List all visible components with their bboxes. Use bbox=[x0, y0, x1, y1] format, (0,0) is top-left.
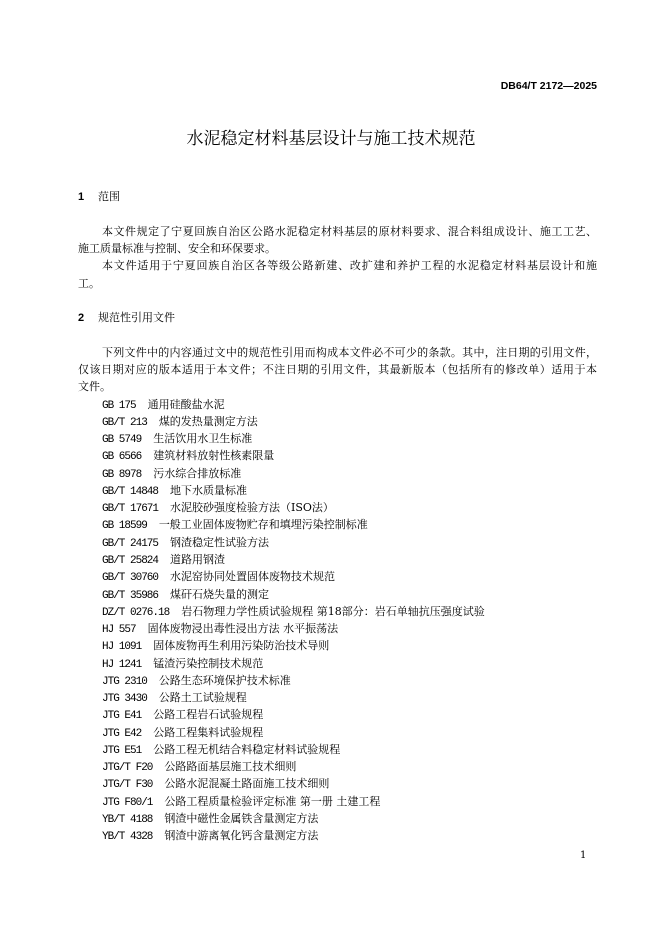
reference-code: GB 6566 bbox=[102, 451, 142, 464]
paragraph-line: 本文件适用于宁夏回族自治区各等级公路新建、改扩建和养护工程的水泥稳定材料基层设计和施 bbox=[102, 259, 597, 273]
reference-code: HJ 557 bbox=[102, 624, 136, 637]
reference-list bbox=[78, 396, 597, 845]
reference-title: 公路工程无机结合料稳定材料试验规程 bbox=[153, 742, 341, 756]
reference-title: 公路路面基层施工技术细则 bbox=[164, 760, 297, 774]
reference-item bbox=[78, 827, 597, 844]
reference-item bbox=[78, 499, 597, 516]
reference-title: 水泥窑协同处置固体废物技术规范 bbox=[170, 570, 336, 584]
reference-title: 煤矸石烧失量的测定 bbox=[170, 587, 270, 601]
document-body bbox=[78, 188, 597, 844]
reference-item bbox=[78, 568, 597, 585]
reference-item bbox=[78, 413, 597, 430]
reference-item bbox=[78, 810, 597, 827]
reference-title: 生活饮用水卫生标准 bbox=[153, 432, 253, 446]
reference-title: 钢渣稳定性试验方法 bbox=[170, 535, 270, 549]
paragraph-line: 工。 bbox=[78, 276, 100, 290]
reference-item bbox=[78, 741, 597, 758]
reference-title: 钢渣中磁性金属铁含量测定方法 bbox=[164, 811, 319, 825]
paragraph bbox=[78, 223, 597, 258]
reference-code: JTG/T F30 bbox=[102, 779, 153, 792]
reference-code: JTG/T F20 bbox=[102, 762, 153, 775]
reference-item bbox=[78, 603, 597, 620]
reference-title: 通用硅酸盐水泥 bbox=[147, 397, 225, 411]
reference-item bbox=[78, 551, 597, 568]
section-heading bbox=[78, 188, 597, 205]
reference-code: JTG E51 bbox=[102, 744, 142, 757]
reference-item bbox=[78, 396, 597, 413]
reference-title: 建筑材料放射性核素限量 bbox=[153, 449, 275, 463]
reference-code: JTG E42 bbox=[102, 727, 142, 740]
section-number: 1 bbox=[78, 191, 85, 204]
reference-item bbox=[78, 465, 597, 482]
section-scope bbox=[78, 188, 597, 292]
reference-item bbox=[78, 430, 597, 447]
reference-code: HJ 1091 bbox=[102, 641, 142, 654]
reference-item bbox=[78, 655, 597, 672]
paragraph-line: 文件。 bbox=[78, 380, 111, 394]
document-number: DB64/T 2172—2025 bbox=[500, 80, 597, 92]
reference-code: GB/T 35986 bbox=[102, 589, 159, 602]
page-number: 1 bbox=[580, 850, 587, 861]
reference-code: JTG F80/1 bbox=[102, 796, 153, 809]
reference-title: 公路工程集料试验规程 bbox=[153, 725, 264, 739]
paragraph-line: 仅该日期对应的版本适用于本文件；不注日期的引用文件，其最新版本（包括所有的修改单）适用于本 bbox=[78, 363, 597, 377]
reference-code: JTG 3430 bbox=[102, 693, 147, 706]
reference-item bbox=[78, 706, 597, 723]
paragraph-line: 下列文件中的内容通过文中的规范性引用而构成本文件必不可少的条款。其中，注日期的引用文件， bbox=[102, 345, 597, 359]
reference-code: JTG 2310 bbox=[102, 675, 147, 688]
reference-title: 公路水泥混凝土路面施工技术细则 bbox=[164, 777, 330, 791]
reference-code: GB 175 bbox=[102, 399, 136, 412]
reference-item bbox=[78, 758, 597, 775]
reference-title: 公路生态环境保护技术标准 bbox=[158, 673, 291, 687]
reference-item bbox=[78, 724, 597, 741]
reference-item bbox=[78, 516, 597, 533]
reference-title: 水泥胶砂强度检验方法（ISO法） bbox=[170, 501, 334, 515]
reference-title: 公路土工试验规程 bbox=[158, 691, 247, 705]
reference-item bbox=[78, 482, 597, 499]
reference-code: JTG E41 bbox=[102, 710, 142, 723]
reference-item bbox=[78, 447, 597, 464]
spacer bbox=[78, 206, 597, 223]
reference-title: 一般工业固体废物贮存和填埋污染控制标准 bbox=[158, 518, 368, 532]
paragraph bbox=[78, 344, 597, 396]
reference-code: YB/T 4188 bbox=[102, 813, 153, 826]
paragraph-line: 施工质量标准与控制、安全和环保要求。 bbox=[78, 242, 276, 256]
reference-code: GB/T 213 bbox=[102, 416, 147, 429]
reference-title: 道路用钢渣 bbox=[170, 552, 226, 566]
reference-title: 岩石物理力学性质试验规程 第18部分：岩石单轴抗压强度试验 bbox=[181, 604, 485, 618]
reference-code: GB/T 30760 bbox=[102, 572, 159, 585]
reference-code: HJ 1241 bbox=[102, 658, 142, 671]
reference-item bbox=[78, 672, 597, 689]
reference-code: GB/T 24175 bbox=[102, 537, 159, 550]
reference-item bbox=[78, 586, 597, 603]
reference-item bbox=[78, 534, 597, 551]
document-title: 水泥稳定材料基层设计与施工技术规范 bbox=[186, 129, 476, 149]
section-normative-references bbox=[78, 309, 597, 844]
reference-item bbox=[78, 620, 597, 637]
spacer bbox=[78, 327, 597, 344]
section-title: 规范性引用文件 bbox=[98, 311, 175, 325]
reference-code: GB 5749 bbox=[102, 434, 142, 447]
reference-item bbox=[78, 689, 597, 706]
reference-title: 公路工程岩石试验规程 bbox=[153, 708, 264, 722]
reference-item bbox=[78, 793, 597, 810]
reference-title: 钢渣中游离氧化钙含量测定方法 bbox=[164, 829, 319, 843]
reference-item bbox=[78, 637, 597, 654]
paragraph-line: 本文件规定了宁夏回族自治区公路水泥稳定材料基层的原材料要求、混合料组成设计、施工工艺、 bbox=[102, 224, 597, 238]
reference-title: 固体废物再生利用污染防治技术导则 bbox=[153, 639, 330, 653]
reference-item bbox=[78, 775, 597, 792]
paragraph bbox=[78, 257, 597, 292]
spacer bbox=[78, 292, 597, 309]
reference-code: GB/T 25824 bbox=[102, 554, 159, 567]
reference-title: 公路工程质量检验评定标准 第一册 土建工程 bbox=[164, 794, 381, 808]
reference-code: GB 18599 bbox=[102, 520, 147, 533]
reference-code: DZ/T 0276.18 bbox=[102, 606, 170, 619]
reference-code: GB/T 14848 bbox=[102, 485, 159, 498]
reference-title: 地下水质量标准 bbox=[170, 483, 248, 497]
reference-code: GB 8978 bbox=[102, 468, 142, 481]
section-number: 2 bbox=[78, 312, 85, 325]
section-heading bbox=[78, 309, 597, 326]
reference-title: 污水综合排放标准 bbox=[153, 466, 242, 480]
reference-code: YB/T 4328 bbox=[102, 831, 153, 844]
reference-title: 锰渣污染控制技术规范 bbox=[153, 656, 264, 670]
section-title: 范围 bbox=[98, 190, 120, 204]
reference-title: 煤的发热量测定方法 bbox=[158, 414, 258, 428]
reference-title: 固体废物浸出毒性浸出方法 水平振荡法 bbox=[147, 622, 339, 636]
reference-code: GB/T 17671 bbox=[102, 503, 159, 516]
